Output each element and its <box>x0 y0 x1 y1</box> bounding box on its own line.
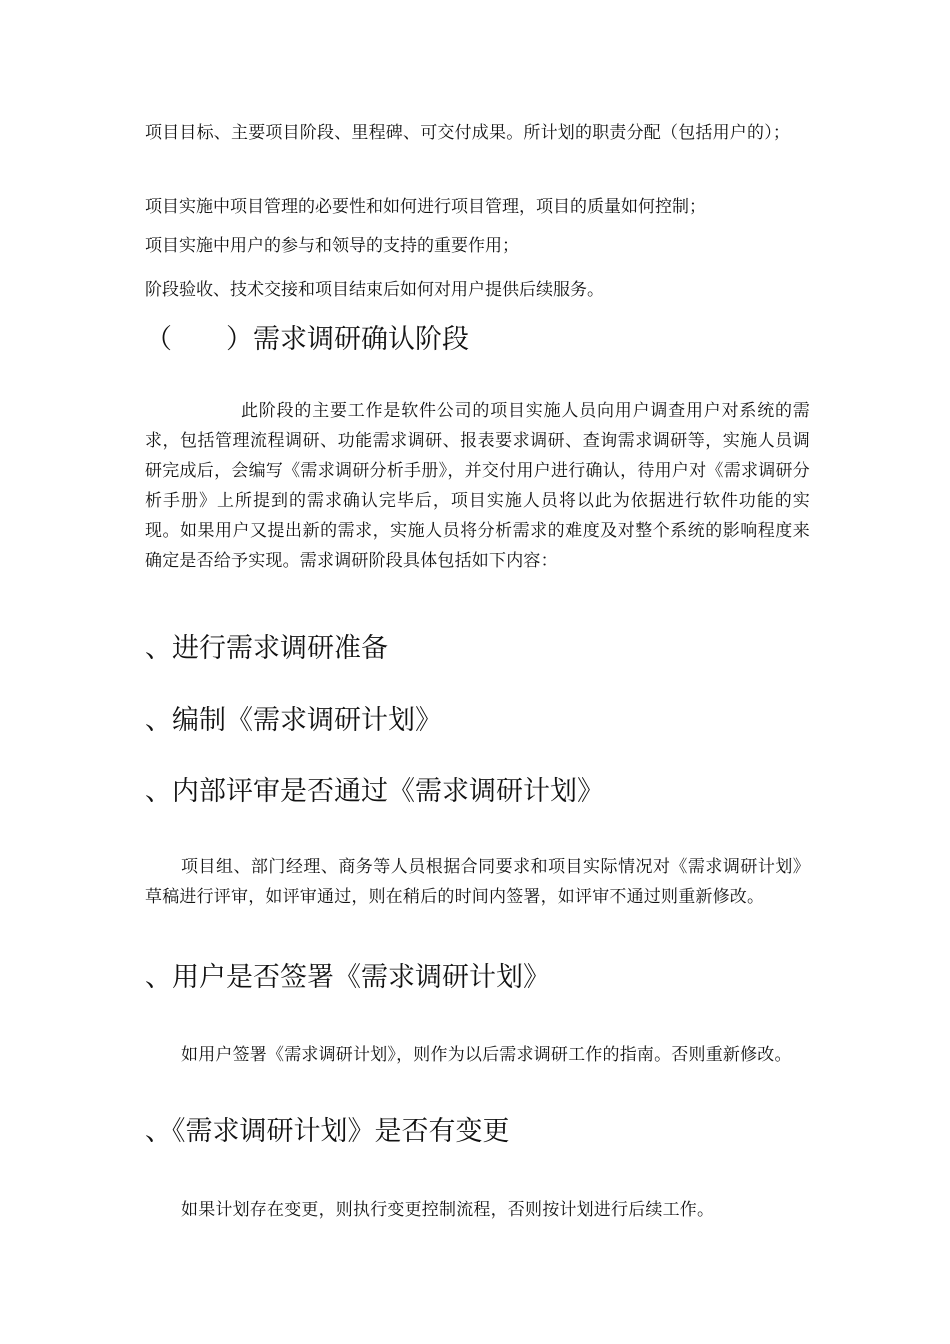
intro-participation-text: 项目实施中用户的参与和领导的支持的重要作用； <box>145 236 519 256</box>
step-3-body: 项目组、部门经理、商务等人员根据合同要求和项目实际情况对《需求调研计划》草稿进行评审，如评审通过，则在稍后的时间内签署，如评审不通过则重新修改。 <box>145 857 810 907</box>
step-2-heading: 、编制《需求调研计划》 <box>145 705 442 736</box>
step-4-body: 如用户签署《需求调研计划》，则作为以后需求调研工作的指南。否则重新修改。 <box>181 1045 792 1065</box>
step-5-heading: 、《需求调研计划》是否有变更 <box>145 1116 510 1147</box>
intro-management-text: 项目实施中项目管理的必要性和如何进行项目管理，项目的质量如何控制； <box>145 197 706 217</box>
step-4-heading: 、用户是否签署《需求调研计划》 <box>145 962 550 993</box>
intro-acceptance-text: 阶段验收、技术交接和项目结束后如何对用户提供后续服务。 <box>145 280 604 300</box>
section-title: 需求调研确认阶段 <box>253 324 469 355</box>
step-5-body: 如果计划存在变更，则执行变更控制流程，否则按计划进行后续工作。 <box>181 1200 715 1220</box>
step-1-heading: 、进行需求调研准备 <box>145 633 388 664</box>
intro-goals-text: 项目目标、主要项目阶段、里程碑、可交付成果。所计划的职责分配（包括用户的）； <box>145 123 791 143</box>
step-3-heading: 、内部评审是否通过《需求调研计划》 <box>145 776 604 807</box>
section-description: 此阶段的主要工作是软件公司的项目实施人员向用户调查用户对系统的需求，包括管理流程调研、功能需求调研、报表要求调研、查询需求调研等，实施人员调研完成后，会编写《需求调研分析手册》，并交付用户进行确认，待用户对《需求调研分析手册》上所提到的需求确认完毕后，项目实施人员将以此为依据进行软件功能的实现。如果用户又提出新的需求，实施人员将分析需求的难度及对整个系统的影响程度来确定是否给予实现。需求调研阶段具体包括如下内容： <box>145 401 810 571</box>
section-heading <box>145 320 810 360</box>
section-number-placeholder: （ ） <box>145 324 253 355</box>
